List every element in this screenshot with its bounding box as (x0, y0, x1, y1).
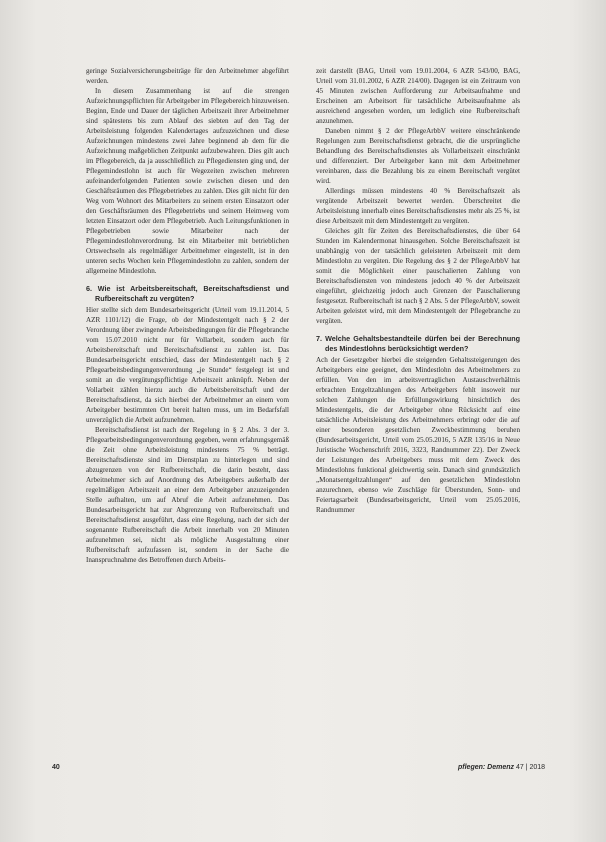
journal-title: pflegen: Demenz (458, 764, 515, 771)
paragraph: Daneben nimmt § 2 der PflegeArbbV weitere einschränkende Regelungen zum Bereitschaftsdienst gebracht, die die ursprüngliche Behandlung des Bereitschaftsdienstes als Vollarbeitszeit einschränkt und differenziert. Der Arbeitgeber kann mit dem Arbeitnehmer vereinbaren, dass die Bezahlung bis zu einem Bereitschaft vergütet wird. (316, 127, 520, 185)
paragraph: Bereitschaftsdienst ist nach der Regelung in § 2 Abs. 3 der 3. Pflegearbeitsbedingungenverordnung gegeben, wenn erfahrungsgemäß die Zeit ohne Arbeitsleistung mindestens 75 % beträgt. Bereitschaftsdienste sind im Dienstplan zu hinterlegen und sind abzugrenzen von der Rufbereitschaft, die darin besteht, dass Arbeitnehmer sich auf Anordnung des Arbeitgebers außerhalb der regelmäßigen Arbeitszeit an einer dem Arbeitgeber anzuzeigenden Stelle aufhalten, um auf Abruf die Arbeit aufzunehmen. Das Bundesarbeitsgericht hat zur Abgrenzung von Rufbereitschaft und Bereitschaftsdienst ausgeführt, dass eine Regelung, nach der sich der sogenannte Rufbereitschaft die Arbeit innerhalb von 20 Minuten aufzunehmen sei, nicht als mögliche Ausgestaltung einer Rufbereitschaft aufzufassen ist, sondern in der Sache die Inanspruchnahme des Betroffenen durch Arbeits- (86, 426, 289, 564)
paragraph: geringe Sozialversicherungsbeiträge für den Arbeitnehmer abgeführt werden. (86, 67, 289, 85)
paragraph: zeit darstellt (BAG, Urteil vom 19.01.2004, 6 AZR 543/00, BAG, Urteil vom 31.01.2002, 6 AZR 214/00). Dagegen ist ein Zeitraum von 45 Minuten zwischen Aufforderung zur Arbeitsaufnahme und Erscheinen am Arbeitsort für tatsächliche Arbeitsaufnahme als ausreichend angesehen worden, um lediglich eine Rufbereitschaft anzunehmen. (316, 67, 520, 125)
journal-info (458, 764, 545, 771)
page-footer (0, 764, 606, 776)
paragraph: In diesem Zusammenhang ist auf die strengen Aufzeichnungspflichten für Arbeitgeber im Pflegebereich hinzuweisen. Beginn, Ende und Dauer der täglichen Arbeitszeit ihrer Arbeitnehmer sind spätestens bis zum Ablauf des siebten auf den Tag der Arbeitsleistung folgenden Kalendertages aufzuzeichnen und diese Aufzeichnungen mindestens zwei Jahre beginnend ab dem für die Aufzeichnung maßgeblichen Zeitpunkt aufzubewahren. Dies gilt auch im Pflegebereich, da ja ausschließlich zu Pflegediensten ging und, der Pflegemindestlohn ist auch für Wegezeiten zwischen mehreren aufeinanderfolgenden Patienten sowie zwischen diesen und den Geschäftsräumen des Pflegebetriebes zu zahlen. Dies gilt nicht für den Weg vom Wohnort des Mitarbeiters zu seinem ersten Einsatzort oder den Geschäftsräumen des Pflegebetriebs und seinem Heimweg vom letzten Einsatzort oder dem Pflegebetrieb. Auch Leitungsfunktionen in Pflegebetrieben sowie Mitarbeiter nach der Pflegemindestlohnverordnung. Ist ein Mitarbeiter mit betrieblichen Ortswechseln als regelmäßiger Arbeitnehmer eingestellt, ist in den unteren sechs Wochen kein Pflegemindestlohn zu zahlen, sondern der allgemeine Mindestlohn. (86, 87, 289, 275)
paragraph: Allerdings müssen mindestens 40 % Bereitschaftszeit als vergütende Arbeitszeit bewertet werden. Überschreitet die Arbeitsleistung innerhalb eines Bereitschaftsdienstes mehr als 25 %, ist diese Arbeitszeit mit dem Mindestentgelt zu vergüten. (316, 187, 520, 225)
section-heading: 6. Wie ist Arbeitsbereitschaft, Bereitschaftsdienst und Rufbereitschaft zu vergüten? (86, 284, 289, 303)
right-text-column (316, 66, 520, 515)
left-text-column (86, 66, 289, 565)
page-number: 40 (52, 764, 60, 771)
section-heading: 7. Welche Gehaltsbestandteile dürfen bei der Berechnung des Mindestlohns berücksichtigt werden? (316, 334, 520, 353)
journal-issue: 47 | 2018 (515, 764, 546, 771)
paragraph: Ach der Gesetzgeber hierbei die steigenden Gehaltssteigerungen des Arbeitgebers eine geeignet, den Mindestlohn des Arbeitnehmers zu erfüllen. Von den im arbeitsvertraglichen Austauschverhältnis erbrachten Entgeltzahlungen des Arbeitgebers fehlt insoweit nur solchen Zahlungen die Erfüllungswirkung hinsichtlich des Mindestentgelts, die der Arbeitgeber ohne Rücksicht auf eine tatsächliche Arbeitsleistung des Arbeitnehmers erbringt oder die auf einer besonderen gesetzlichen Zweckbestimmung beruhen (Bundesarbeitsgericht, Urteil vom 25.05.2016, 5 AZR 135/16 in Neue Juristische Wochenschrift 2016, 3323, Randnummer 22). Der Zweck der Leistungen des Arbeitgebers muss mit dem Zweck des Mindestlohns funktional gleichwertig sein. Danach sind grundsätzlich „Monatsentgeltzahlungen“ auf den gesetzlichen Mindestlohn anzurechnen, ebenso wie Zuschläge für Überstunden, Sonn- und Feiertagsarbeit (Bundesarbeitsgericht, Urteil vom 25.05.2016, Randnummer (316, 356, 520, 514)
paragraph: Hier stellte sich dem Bundesarbeitsgericht (Urteil vom 19.11.2014, 5 AZR 1101/12) die Frage, ob der Mindestentgelt nach § 2 der Verordnung über zwingende Arbeitsbedingungen für die Pflegebranche vom 15.07.2010 nicht nur für Vollarbeit, sondern auch für Arbeitsbereitschaft und Bereitschaftsdienst zu zahlen ist. Das Bundesarbeitsgericht entschied, dass der Mindestentgelt nach § 2 Pflegearbeitsbedingungenverordnung „je Stunde“ festgelegt ist und somit an die vergütungspflichtige Arbeitszeit anknüpft. Neben der Vollarbeit zählen hierzu auch die Arbeitsbereitschaft und der Bereitschaftsdienst, da sich hierbei der Arbeitnehmer an einem vom Arbeitgeber bestimmten Ort bereit halten muss, um im Bedarfsfall unverzüglich die Arbeit aufzunehmen. (86, 306, 289, 424)
paragraph: Gleiches gilt für Zeiten des Bereitschaftsdienstes, die über 64 Stunden im Kalendermonat hinausgehen. Solche Bereitschaftszeit ist unabhängig von der tatsächlich geleisteten Arbeitszeit mit dem Mindestlohn zu vergüten. Die Regelung des § 2 der PflegeArbbV hat somit die Möglichkeit einer pauschalierten Zahlung von Bereitschaftsdiensten von mindestens jedoch 40 % der Arbeitszeit eingeführt, gleichzeitig jedoch auch Grenzen der Pauschalierung festgesetzt. Rufbereitschaft ist nach § 2 Abs. 5 der PflegeArbbV, soweit Arbeiten geleistet wird, mit dem Mindestentgelt der Pflegebranche zu vergüten. (316, 227, 520, 325)
